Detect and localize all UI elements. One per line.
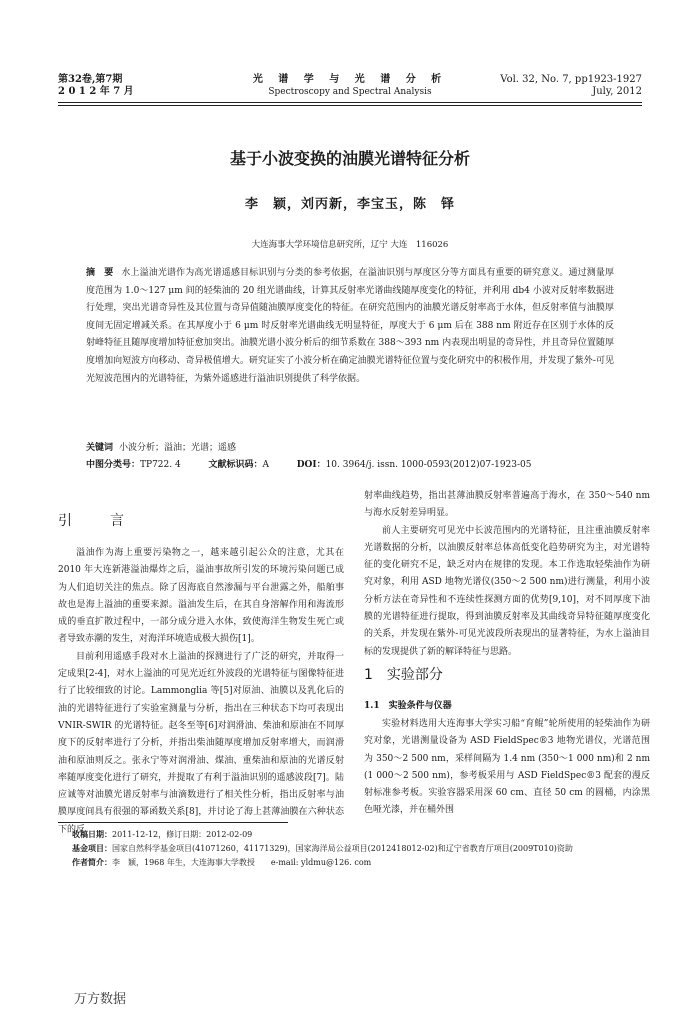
keywords-label: 关键词 bbox=[86, 443, 114, 453]
header-volume bbox=[58, 74, 134, 98]
left-column bbox=[58, 545, 344, 839]
footnote-author bbox=[72, 856, 642, 869]
abstract bbox=[86, 265, 614, 388]
right-paragraph-0: 射率曲线趋势，指出甚薄油膜反射率普遍高于海水，在 350～540 nm 与海水反射差异明显。 bbox=[364, 491, 650, 519]
doi-label: DOI： bbox=[296, 460, 326, 470]
header-volume-cn: 第32卷,第7期 bbox=[58, 74, 123, 85]
header-rule-thin bbox=[58, 105, 642, 106]
section-intro-title: 引 言 bbox=[58, 513, 136, 529]
paper-affiliation: 大连海事大学环境信息研究所，辽宁 大连 116026 bbox=[251, 240, 449, 250]
intro-paragraph-1: 溢油作为海上重要污染物之一，越来越引起公众的注意，尤其在 2010 年大连新港溢油爆炸之后，溢油事故所引发的环境污染问题已成为人们追切关注的焦点。除了因海底自然渗漏与平台泄露之外，船舶事故也是海上溢油的重要来源。溢油发生后，在其自身溶解作用和海流形成的垂直扩散过程中，一部分成分进入水体，致使海洋生物发生死亡或者导致赤潮的发生，对海洋环境造成极大损伤[1]。 bbox=[58, 548, 344, 645]
keywords-text: 小波分析；溢油；光谱；遥感 bbox=[119, 443, 237, 453]
paper-title: 基于小波变换的油膜光谱特征分析 bbox=[229, 149, 470, 168]
footnote-received bbox=[72, 828, 642, 841]
header-volume-en: Vol. 32, No. 7, pp1923-1927 bbox=[500, 74, 642, 85]
paper-authors: 李 颖，刘丙新，李宝玉，陈 铎 bbox=[244, 197, 455, 212]
subsection-title: 1.1 实验条件与仪器 bbox=[364, 701, 452, 711]
watermark: 万方数据 bbox=[74, 992, 127, 1007]
header-issue bbox=[500, 74, 642, 98]
fund-label: 基金项目： bbox=[72, 843, 112, 853]
doi-value: 10. 3964/j. issn. 1000-0593(2012)07-1923-05 bbox=[325, 460, 532, 470]
experiment-paragraph-1: 实验材料选用大连海事大学实习船“育鲲”轮所使用的轻柴油作为研究对象，光谱测量设备为 ASD FieldSpec®3 地物光谱仪，光谱范围为 350～2 500 nm，采样间隔为 1.4 nm (350～1 000 nm)和 2 nm (1 000～2 500 nm)，参考板采用与 ASD FieldSpec®3 配套的漫反射标准参考板。实验容器采用深 60 cm、直径 50 cm 的圆桶，内涂黑色哑光漆，并在桶外围 bbox=[364, 719, 650, 816]
abstract-label: 摘 要 bbox=[86, 268, 114, 278]
clc-label: 中图分类号： bbox=[86, 460, 141, 470]
header-date-cn: 2 0 1 2 年 7 月 bbox=[58, 86, 134, 97]
right-paragraph-1: 前人主要研究可见光中长波范围内的光谱特征，且注重油膜反射率光谱数据的分析，以油膜反射率总体高低变化趋势研究为主，对光谱特征的变化研究不足，缺乏对内在规律的发现。本工作选取轻柴油作为研究对象，利用 ASD 地物光谱仪(350～2 500 nm)进行测量，利用小波分析方法在奇异性和不连续性探测方面的优势[9,10]，对不同厚度下油膜的光谱特征进行提取，得到油膜反射率及其曲线奇异特征随厚度变化的关系，并发现在紫外-可见光波段所表现出的显著特征，为水上溢油目标的发现提供了新的解译特征与思路。 bbox=[364, 525, 650, 657]
header-journal bbox=[200, 74, 500, 98]
doc-code-value: A bbox=[262, 460, 269, 470]
classification-line bbox=[86, 458, 614, 472]
header-date-en: July, 2012 bbox=[592, 86, 642, 97]
journal-title-en: Spectroscopy and Spectral Analysis bbox=[268, 87, 432, 97]
author-value: 李 颖，1968 年生，大连海事大学教授 e-mail: yldmu@126. com bbox=[112, 858, 372, 867]
keywords bbox=[86, 441, 614, 455]
journal-title-cn: 光 谱 学 与 光 谱 分 析 bbox=[252, 74, 448, 85]
right-column bbox=[364, 488, 650, 661]
fund-value: 国家自然科学基金项目(41071260，41171329)，国家海洋局公益项目(2012418012-02)和辽宁省教育厅项目(2009T010)资助 bbox=[112, 844, 573, 853]
author-label: 作者简介： bbox=[72, 857, 112, 867]
doc-code-label: 文献标识码： bbox=[208, 460, 263, 470]
received-value: 2011-12-12，修订日期：2012-02-09 bbox=[112, 830, 253, 839]
clc-value: TP722. 4 bbox=[140, 460, 181, 470]
footnote-fund bbox=[72, 842, 642, 855]
header-rule bbox=[58, 102, 642, 103]
footnote-rule bbox=[58, 822, 288, 823]
experiment-column bbox=[364, 716, 650, 820]
abstract-text: 水上溢油光谱作为高光谱遥感目标识别与分类的参考依据，在溢油识别与厚度区分等方面具有重要的研究意义。通过测量厚度范围为 1.0～127 μm 间的轻柴油的 20 组光谱曲线，计算其反射率光谱曲线随厚度变化的特征，并利用 db4 小波对反射率数据进行处理，突出光谱奇异性及其位置与奇异值随油膜厚度变化的特征。在研究范围内的油膜光谱反射率高于水体，但反射率值与油膜厚度间无固定增减关系。在其厚度小于 6 μm 时反射率光谱曲线无明显特征，厚度大于 6 μm 后在 388 nm 附近存在区别于水体的反射峰特征且随厚度增加特征愈加突出。油膜光谱小波分析后的细节系数在 388～393 nm 内表现出明显的奇异性，并且奇异位置随厚度增加向短波方向移动、奇异极值增大。研究证实了小波分析在确定油膜光谱特征位置与变化研究中的积极作用，并发现了紫外-可见光短波范围内的光谱特征，为紫外遥感进行溢油识别提供了科学依据。 bbox=[86, 268, 614, 384]
received-label: 收稿日期： bbox=[72, 829, 112, 839]
section-experiment-title: 1 实验部分 bbox=[364, 667, 443, 683]
intro-paragraph-2: 目前利用遥感手段对水上溢油的探测进行了广泛的研究，并取得一定成果[2-4]，对水上溢油的可见光近红外波段的光谱特征与图像特征进行了比较细致的讨论。Lammonglia 等[5]对原油、油膜以及乳化后的油的光谱特征进行了实验室测量与分析，指出在三种状态下均可表现出 VNIR-SWIR 的光谱特征。赵冬至等[6]对润滑油、柴油和原油在不同厚度下的反射率进行了分析，并指出柴油随厚度增加反射率增大，而润滑油和原油则反之。张永宁等对润滑油、煤油、重柴油和原油的光谱反射率随厚度变化进行了研究，并提取了有利于溢油识别的遥感波段[7]。陆应诚等对油膜光谱反射率与油滴数进行了相关性分析，指出反射率与油膜厚度间具有很强的幂函数关系[8]，并讨论了海上甚薄油膜在六种状态下的反 bbox=[58, 651, 344, 835]
